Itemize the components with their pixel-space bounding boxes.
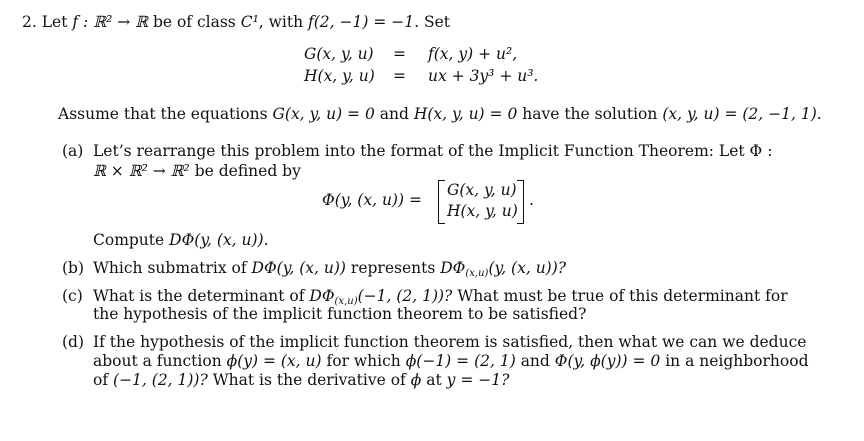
eq2-lhs: H(x, y, u) bbox=[304, 67, 375, 85]
part-c-line1 bbox=[93, 286, 788, 306]
part-b-subscript: (x,u) bbox=[465, 268, 489, 279]
problem-number: 2. bbox=[22, 13, 37, 31]
part-d-expr: (−1, (2, 1))? bbox=[113, 371, 208, 389]
intro-text: Let bbox=[41, 13, 68, 31]
part-c-expr: DΦ bbox=[309, 287, 335, 305]
part-b-text2: represents bbox=[350, 259, 436, 277]
part-b-expr1: DΦ(y, (x, u)) bbox=[251, 259, 346, 277]
part-d-text: and bbox=[520, 352, 550, 370]
phi-period: . bbox=[529, 191, 534, 209]
part-a-line2 bbox=[93, 161, 301, 181]
phi-bottom-entry: H(x, y, u) bbox=[447, 202, 518, 220]
f-value: f(2, −1) = −1 bbox=[308, 13, 415, 31]
eq1-equals: = bbox=[393, 45, 406, 63]
phi-map: ℝ × ℝ² → ℝ² bbox=[93, 162, 190, 180]
part-c-line2: the hypothesis of the implicit function theorem to be satisfied? bbox=[93, 305, 587, 323]
part-d-text: at bbox=[426, 371, 442, 389]
compute-expr: DΦ(y, (x, u)). bbox=[169, 231, 269, 249]
part-d-expr: y = −1? bbox=[446, 371, 510, 389]
part-b-expr2: DΦ bbox=[440, 259, 466, 277]
part-c-text1: What is the determinant of bbox=[93, 287, 305, 305]
part-c-subscript: (x,u) bbox=[334, 296, 358, 307]
part-d-text: for which bbox=[326, 352, 401, 370]
phi-lhs: Φ(y, (x, u)) = bbox=[322, 191, 422, 209]
part-c-label: (c) bbox=[62, 287, 83, 305]
assume-solution: (x, y, u) = (2, −1, 1). bbox=[662, 105, 822, 123]
eq1-lhs: G(x, y, u) bbox=[304, 45, 374, 63]
assume-eq1: G(x, y, u) = 0 bbox=[272, 105, 375, 123]
compute-line bbox=[93, 230, 269, 250]
intro-text: be of class bbox=[152, 13, 236, 31]
part-d-expr: ϕ(y) = (x, u) bbox=[226, 352, 322, 370]
part-d-text: in a neighborhood bbox=[665, 352, 809, 370]
assume-text: have the solution bbox=[522, 105, 658, 123]
assume-line bbox=[58, 104, 822, 124]
part-d-expr: Φ(y, ϕ(y)) = 0 bbox=[554, 352, 661, 370]
class-symbol: C¹ bbox=[240, 13, 259, 31]
part-d-line1: If the hypothesis of the implicit function theorem is satisfied, then what we can we deduce bbox=[93, 333, 807, 351]
part-c-text2: What must be true of this determinant for bbox=[457, 287, 788, 305]
compute-text: Compute bbox=[93, 231, 165, 249]
part-a-label: (a) bbox=[62, 142, 84, 160]
part-b-expr2b: (y, (x, u))? bbox=[488, 259, 567, 277]
assume-and: and bbox=[379, 105, 409, 123]
assume-text: Assume that the equations bbox=[58, 105, 268, 123]
phi-top-entry: G(x, y, u) bbox=[447, 181, 517, 199]
part-a-line1: Let’s rearrange this problem into the format of the Implicit Function Theorem: Let Φ : bbox=[93, 142, 773, 160]
intro-text: , with bbox=[258, 13, 304, 31]
part-d-expr: ϕ bbox=[410, 371, 422, 389]
intro-text: . Set bbox=[414, 13, 450, 31]
problem-intro-line bbox=[22, 12, 450, 32]
part-b-line bbox=[93, 258, 566, 278]
part-d-label: (d) bbox=[62, 333, 85, 351]
part-b-label: (b) bbox=[62, 259, 85, 277]
eq2-equals: = bbox=[393, 67, 406, 85]
part-a-text: be defined by bbox=[194, 162, 301, 180]
matrix-right-bracket bbox=[517, 180, 524, 224]
part-c-expr-b: (−1, (2, 1))? bbox=[357, 287, 453, 305]
part-d-expr: ϕ(−1) = (2, 1) bbox=[405, 352, 516, 370]
eq2-rhs: ux + 3y³ + u³. bbox=[428, 67, 539, 85]
f-map: f : ℝ² → ℝ bbox=[72, 13, 149, 31]
assume-eq2: H(x, y, u) = 0 bbox=[413, 105, 518, 123]
matrix-left-bracket bbox=[438, 180, 445, 224]
part-d-text: about a function bbox=[93, 352, 222, 370]
eq1-rhs: f(x, y) + u², bbox=[428, 45, 518, 63]
part-b-text: Which submatrix of bbox=[93, 259, 247, 277]
part-d-line2 bbox=[93, 351, 809, 371]
part-d-line3 bbox=[93, 370, 509, 390]
part-d-text: What is the derivative of bbox=[212, 371, 406, 389]
part-d-text: of bbox=[93, 371, 109, 389]
